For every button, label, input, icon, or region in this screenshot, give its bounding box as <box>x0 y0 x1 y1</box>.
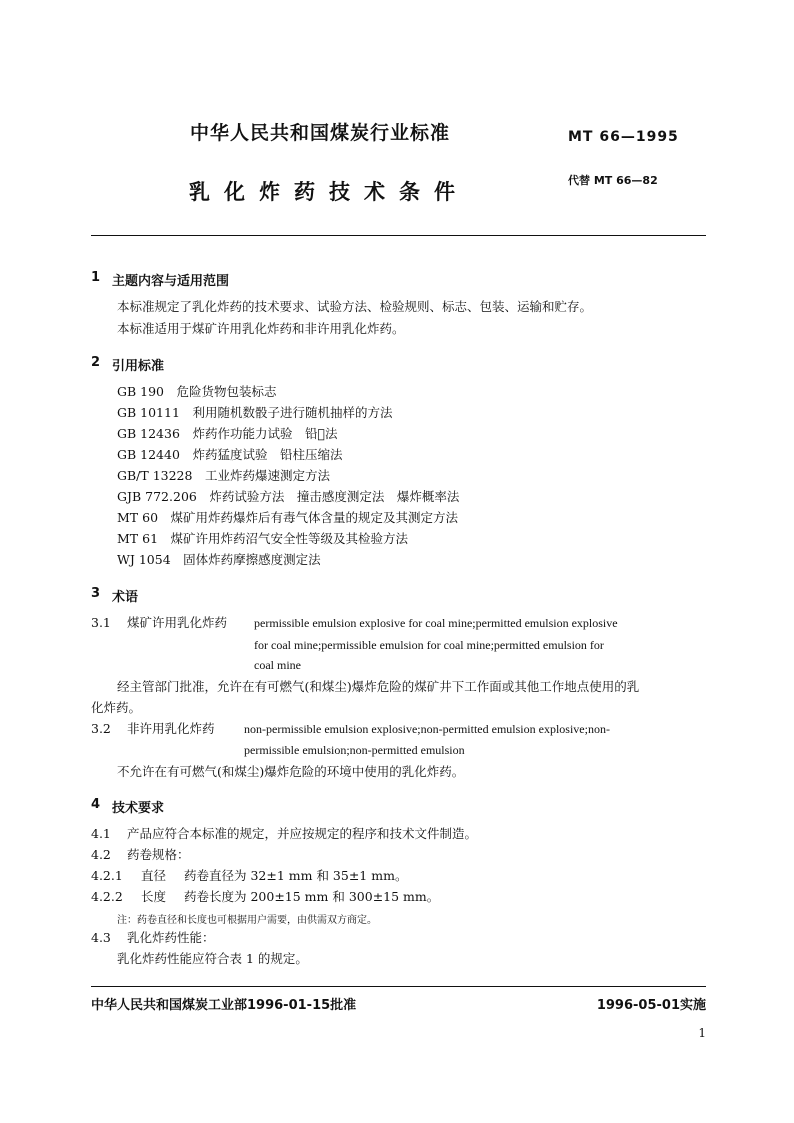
clause-4-1-text: 产品应符合本标准的规定，并应按规定的程序和技术文件制造。 <box>127 826 478 841</box>
clause-4-2-text: 药卷规格： <box>127 847 190 862</box>
reference-item <box>117 470 330 483</box>
section-1-paragraph-1: 本标准规定了乳化炸药的技术要求、试验方法、检验规则、标志、包装、运输和贮存。 <box>117 299 593 314</box>
reference-code: GB 12436 <box>117 426 180 441</box>
clause-4-2-note: 注：药卷直径和长度也可根据用户需要，由供需双方商定。 <box>117 915 377 926</box>
term-3-1-english-line-3: coal mine <box>254 658 301 672</box>
term-3-2-chinese: 非许用乳化炸药 <box>127 721 215 736</box>
standard-code: MT 66—1995 <box>568 129 679 145</box>
section-3-title: 术语 <box>112 590 139 605</box>
clause-4-3-number: 4.3 <box>91 930 111 945</box>
document-title: 乳化炸药技术条件 <box>189 180 469 204</box>
section-3-number: 3 <box>91 586 101 601</box>
term-3-2-english-line-1: non-permissible emulsion explosive;non-permitted emulsion explosive;non- <box>244 722 610 736</box>
section-4-title: 技术要求 <box>112 801 165 816</box>
clause-4-2-number: 4.2 <box>91 847 111 862</box>
reference-name: 煤矿用炸药爆炸后有毒气体含量的规定及其测定方法 <box>170 510 459 525</box>
replaces-code: 代替 MT 66—82 <box>568 174 658 187</box>
clause-4-2-1-number: 4.2.1 <box>91 868 123 883</box>
reference-item <box>117 386 277 399</box>
section-1-title: 主题内容与适用范围 <box>112 274 230 289</box>
reference-name: 危险货物包装标志 <box>176 384 277 399</box>
clause-4-2-1-label: 直径 <box>141 868 167 883</box>
term-3-1-english-line-1: permissible emulsion explosive for coal mine;permitted emulsion explosive <box>254 616 618 630</box>
term-3-1-chinese: 煤矿许用乳化炸药 <box>127 615 228 630</box>
section-2-title: 引用标准 <box>112 359 165 374</box>
reference-item <box>117 554 321 567</box>
reference-name: 煤矿许用炸药沼气安全性等级及其检验方法 <box>170 531 409 546</box>
reference-code: MT 60 <box>117 510 159 525</box>
term-3-2-number: 3.2 <box>91 721 111 736</box>
clause-4-2-2-label: 长度 <box>141 889 167 904</box>
reference-code: GJB 772.206 <box>117 489 197 504</box>
reference-item <box>117 407 392 420</box>
clause-4-2-2-text: 药卷长度为 200±15 mm 和 300±15 mm。 <box>184 889 440 904</box>
reference-name: 工业炸药爆速测定方法 <box>204 468 330 483</box>
reference-item <box>117 533 408 546</box>
reference-code: GB 12440 <box>117 447 180 462</box>
term-3-1-number: 3.1 <box>91 615 111 630</box>
term-3-1-english-line-2: for coal mine;permissible emulsion for coal mine;permitted emulsion for <box>254 638 604 652</box>
section-4-number: 4 <box>91 797 101 812</box>
reference-name: 炸药作功能力试验 铅𫒼法 <box>192 426 338 441</box>
clause-4-2-1-text: 药卷直径为 32±1 mm 和 35±1 mm。 <box>184 868 408 883</box>
page-number: 1 <box>698 1026 706 1040</box>
standard-org-title: 中华人民共和国煤炭行业标准 <box>190 122 451 144</box>
reference-name: 炸药猛度试验 铅柱压缩法 <box>192 447 343 462</box>
reference-name: 利用随机数骰子进行随机抽样的方法 <box>192 405 393 420</box>
clause-4-2-2-number: 4.2.2 <box>91 889 123 904</box>
reference-code: MT 61 <box>117 531 159 546</box>
reference-item <box>117 491 459 504</box>
clause-4-3-paragraph: 乳化炸药性能应符合表 1 的规定。 <box>117 951 308 966</box>
reference-name: 炸药试验方法 撞击感度测定法 爆炸概率法 <box>209 489 460 504</box>
section-2-number: 2 <box>91 355 101 370</box>
reference-code: WJ 1054 <box>117 552 171 567</box>
term-3-2-definition: 不允许在有可燃气(和煤尘)爆炸危险的环境中使用的乳化炸药。 <box>117 764 465 779</box>
reference-item <box>117 449 342 462</box>
clause-4-3-text: 乳化炸药性能： <box>127 930 215 945</box>
term-3-1-definition-line-1: 经主管部门批准，允许在有可燃气(和煤尘)爆炸危险的煤矿井下工作面或其他工作地点使用的乳 <box>117 679 640 694</box>
approval-line: 中华人民共和国煤炭工业部1996-01-15批准 <box>91 998 357 1013</box>
reference-name: 固体炸药摩擦感度测定法 <box>183 552 321 567</box>
reference-code: GB/T 13228 <box>117 468 193 483</box>
footer-rule <box>91 986 706 987</box>
clause-4-1-number: 4.1 <box>91 826 111 841</box>
section-1-paragraph-2: 本标准适用于煤矿许用乳化炸药和非许用乳化炸药。 <box>117 321 405 336</box>
term-3-2-english-line-2: permissible emulsion;non-permitted emulsion <box>244 743 465 757</box>
header-rule <box>91 235 706 236</box>
section-1-number: 1 <box>91 270 101 285</box>
reference-item <box>117 512 458 525</box>
reference-code: GB 190 <box>117 384 165 399</box>
reference-item <box>117 428 337 441</box>
effective-date-line: 1996-05-01实施 <box>596 998 706 1013</box>
reference-code: GB 10111 <box>117 405 180 420</box>
term-3-1-definition-line-2: 化炸药。 <box>91 700 142 715</box>
